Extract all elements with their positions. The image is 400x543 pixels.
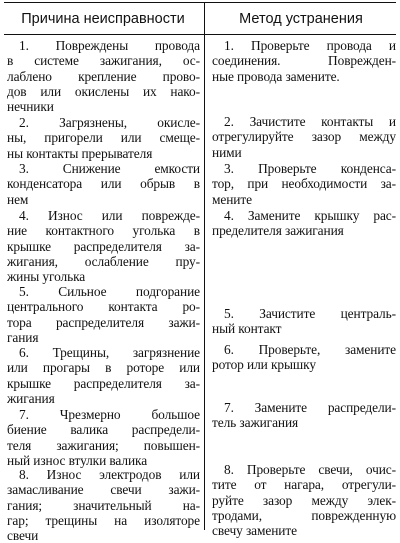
cause-line: гания [7,329,39,345]
cause-cell [7,407,200,468]
remedy-line: 4. Замените крышку рас- [224,208,396,223]
cause-line: жины уголька [7,269,86,285]
remedy-line: 8. Проверьте свечи, очис- [224,462,396,477]
cause-line: 3. Снижение емкости [19,161,200,176]
header-bottom-rule [4,34,396,35]
remedy-line: ный контакт [212,321,282,337]
cause-line: ны контакты прерывателя [7,145,153,161]
cause-line: ны, пригорели или смеще- [7,130,200,146]
table-top-rule [4,2,396,3]
cause-line: жигания [7,390,55,406]
remedy-cell [212,400,396,431]
cause-line: тора распределителя зажи- [7,314,200,330]
remedy-line: отрегулируйте зазор между [212,129,396,145]
cause-line: нем [7,191,29,207]
cause-line: 6. Трещины, загрязнение [19,345,200,360]
cause-line: конденсатора или обрыв в [7,176,200,192]
cause-line: ние контактного уголька в [7,223,200,239]
cause-line: гар; трещины на изоляторе [7,512,200,528]
cause-line: 1. Повреждены провода [19,38,200,53]
cause-cell [7,345,200,406]
header-remedy: Метод устранения [239,11,363,27]
cause-line: или прогары в роторе или [7,360,200,376]
remedy-line: руйте зазор между элек- [212,492,396,508]
remedy-cell [212,114,396,160]
remedy-line: мените [212,191,252,207]
cause-line: биение валика распредели- [7,422,200,438]
remedy-cell [212,306,396,337]
cause-line: 4. Износ или поврежде- [19,208,200,223]
remedy-cell [212,38,396,84]
cause-line: гания; значительный на- [7,497,200,513]
cause-line: в системе зажигания, ос- [7,53,200,69]
cause-line: 5. Сильное подгорание [19,284,200,299]
remedy-line: 7. Замените распредели- [224,400,396,415]
cause-line: крышке распределителя за- [7,238,200,254]
remedy-cell [212,161,396,207]
cause-line: замасливание свечи зажи- [7,482,200,498]
cause-cell [7,38,200,114]
cause-line: 2. Загрязнены, окисле- [19,115,200,130]
cause-cell [7,115,200,161]
cause-line: лаблено крепление прово- [7,68,200,84]
remedy-line: 2. Зачистите контакты и [224,114,396,129]
remedy-line: соединения. Поврежден- [212,53,396,69]
cause-line: теля зажигания; повышен- [7,437,200,453]
remedy-line: ротор или крышку [212,357,316,373]
remedy-line: тите от нагара, отрегули- [212,477,396,493]
cause-line: 7. Чрезмерно большое [19,407,200,422]
cause-cell [7,161,200,207]
cause-line: жигания, ослабление пру- [7,253,200,269]
remedy-cell [212,342,396,373]
header-cause: Причина неисправности [21,11,185,27]
remedy-line: тродами, поврежденную [212,507,396,523]
cause-cell [7,467,200,543]
cause-line: дов или окислены их нако- [7,83,200,99]
remedy-cell [212,462,396,538]
cause-cell [7,208,200,284]
remedy-line: ними [212,144,242,160]
cause-line: свечи [7,528,39,543]
cause-line: ный износ втулки валика [7,452,148,468]
remedy-line: 1. Проверьте провода и [224,38,396,53]
remedy-line: ные провода замените. [212,68,340,84]
troubleshooting-table [4,2,396,543]
cause-line: центрального контакта ро- [7,299,200,315]
remedy-line: тель зажигания [212,415,299,431]
remedy-cell [212,208,396,239]
remedy-line: пределителя зажигания [212,223,344,239]
column-divider [204,2,205,530]
cause-line: крышке распределителя за- [7,375,200,391]
remedy-line: свечу замените [212,523,297,539]
cause-line: 8. Износ электродов или [19,467,200,482]
remedy-line: тор, при необходимости за- [212,176,396,192]
remedy-line: 5. Зачистите централь- [224,306,396,321]
remedy-line: 3. Проверьте конденса- [224,161,396,176]
remedy-line: 6. Проверьте, замените [224,342,396,357]
cause-cell [7,284,200,345]
cause-line: нечники [7,99,54,115]
